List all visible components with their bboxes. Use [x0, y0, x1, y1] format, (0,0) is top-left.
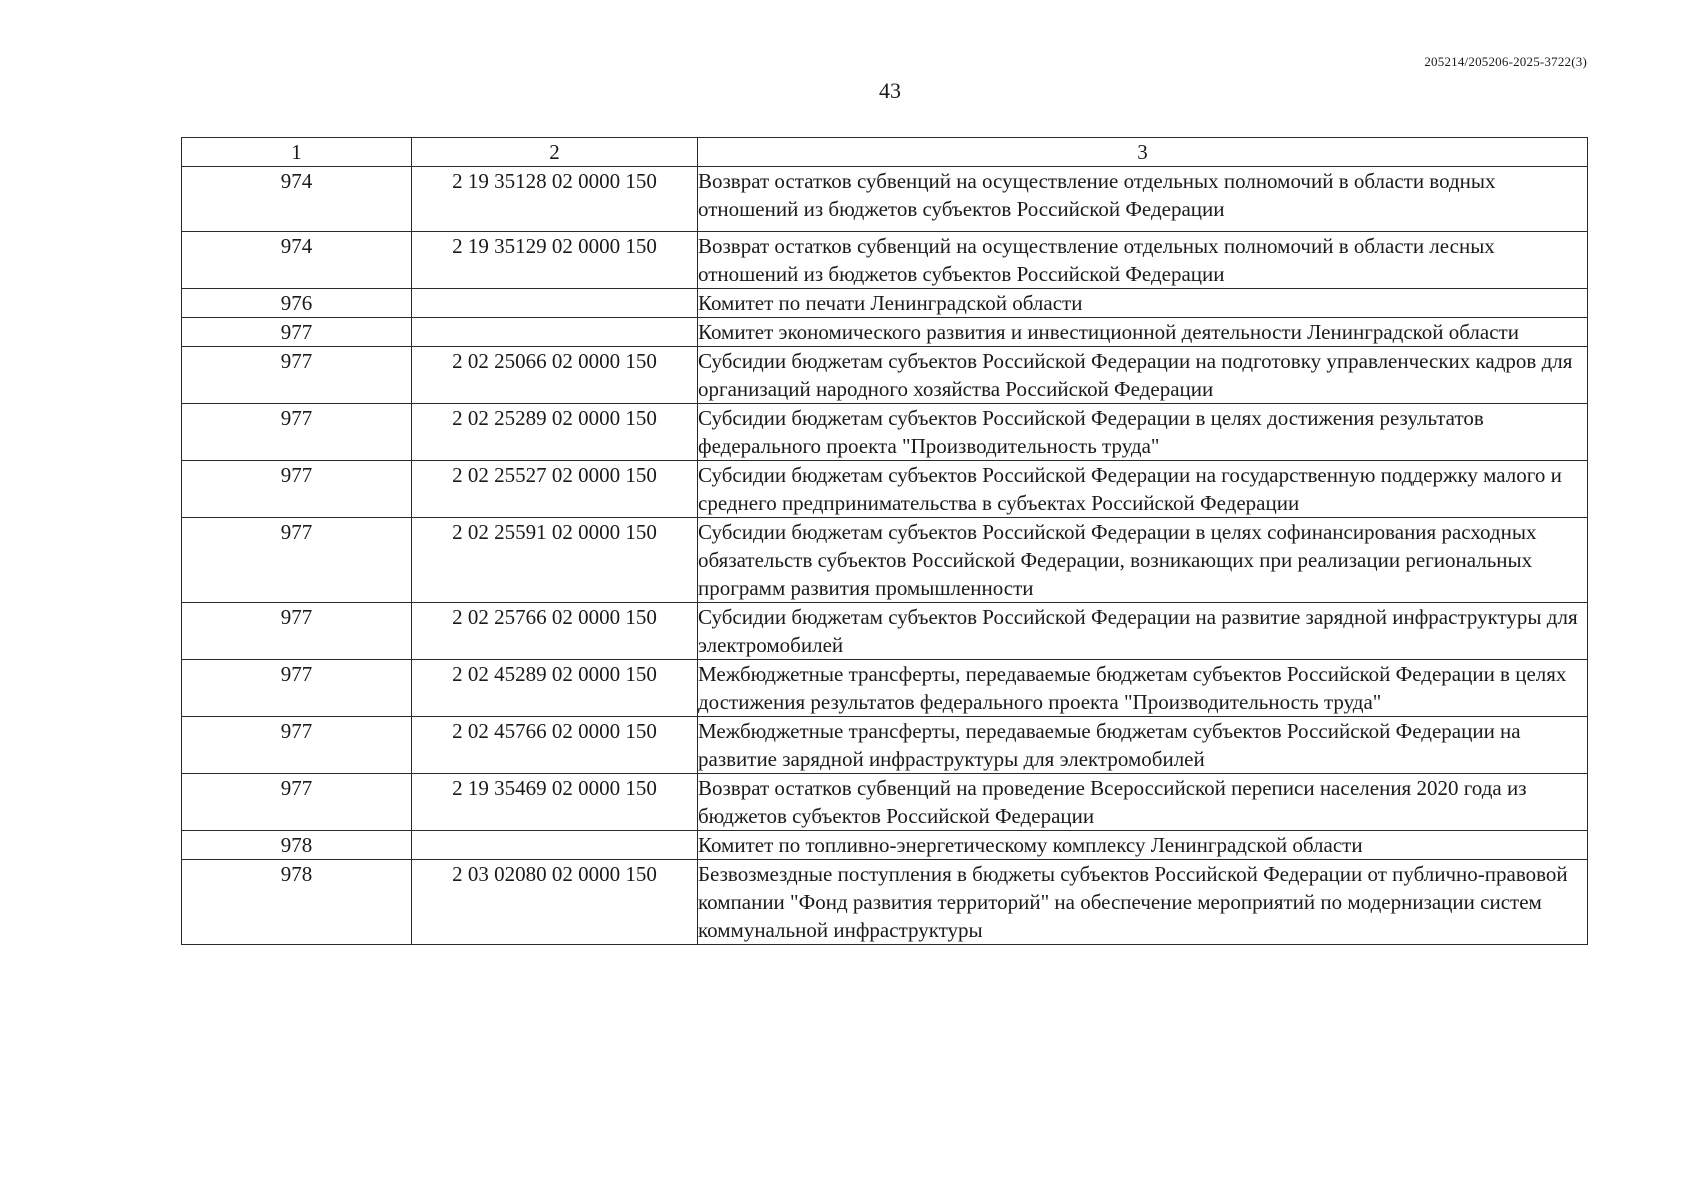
page-number: 43: [879, 78, 901, 103]
admin-code-cell: 977: [182, 318, 412, 347]
table-row: [182, 603, 1588, 660]
table-row: [182, 518, 1588, 603]
income-name-cell: Субсидии бюджетам субъектов Российской Федерации в целях достижения результатов федерального проекта "Производительность труда": [698, 404, 1588, 461]
table-body: [182, 167, 1588, 945]
income-name-cell: Возврат остатков субвенций на осуществление отдельных полномочий в области лесных отношений из бюджетов субъектов Российской Федерации: [698, 232, 1588, 289]
income-name-cell: Комитет по топливно-энергетическому комплексу Ленинградской области: [698, 831, 1588, 860]
income-name-cell: Возврат остатков субвенций на осуществление отдельных полномочий в области водных отношений из бюджетов субъектов Российской Федерации: [698, 167, 1588, 232]
table-row: [182, 461, 1588, 518]
income-code-cell: [412, 289, 698, 318]
table-row: [182, 860, 1588, 945]
income-name-cell: Межбюджетные трансферты, передаваемые бюджетам субъектов Российской Федерации в целях достижения результатов федерального проекта "Производительность труда": [698, 660, 1588, 717]
admin-code-cell: 974: [182, 167, 412, 232]
table-row: [182, 404, 1588, 461]
table-row: [182, 318, 1588, 347]
income-code-cell: 2 02 25591 02 0000 150: [412, 518, 698, 603]
income-code-cell: 2 02 25289 02 0000 150: [412, 404, 698, 461]
income-name-cell: Комитет по печати Ленинградской области: [698, 289, 1588, 318]
table-row: [182, 289, 1588, 318]
admin-code-cell: 977: [182, 347, 412, 404]
income-code-cell: 2 02 45289 02 0000 150: [412, 660, 698, 717]
admin-code-cell: 977: [182, 404, 412, 461]
income-name-cell: Безвозмездные поступления в бюджеты субъектов Российской Федерации от публично-правовой компании "Фонд развития территорий" на обеспечение мероприятий по модернизации систем коммунальной инфраструктуры: [698, 860, 1588, 945]
admin-code-cell: 977: [182, 774, 412, 831]
admin-code-cell: 977: [182, 603, 412, 660]
table-row: [182, 774, 1588, 831]
income-code-cell: 2 02 25766 02 0000 150: [412, 603, 698, 660]
column-header-2: 2: [412, 138, 698, 167]
admin-code-cell: 978: [182, 831, 412, 860]
income-name-cell: Межбюджетные трансферты, передаваемые бюджетам субъектов Российской Федерации на развитие зарядной инфраструктуры для электромобилей: [698, 717, 1588, 774]
income-code-cell: 2 02 25066 02 0000 150: [412, 347, 698, 404]
income-name-cell: Субсидии бюджетам субъектов Российской Федерации на развитие зарядной инфраструктуры для электромобилей: [698, 603, 1588, 660]
admin-code-cell: 977: [182, 717, 412, 774]
admin-code-cell: 974: [182, 232, 412, 289]
admin-code-cell: 977: [182, 461, 412, 518]
admin-code-cell: 978: [182, 860, 412, 945]
income-name-cell: Комитет экономического развития и инвестиционной деятельности Ленинградской области: [698, 318, 1588, 347]
table-header-row: [182, 138, 1588, 167]
income-name-cell: Возврат остатков субвенций на проведение Всероссийской переписи населения 2020 года из бюджетов субъектов Российской Федерации: [698, 774, 1588, 831]
table-row: [182, 660, 1588, 717]
income-code-cell: 2 02 25527 02 0000 150: [412, 461, 698, 518]
budget-codes-table: [181, 137, 1588, 945]
admin-code-cell: 976: [182, 289, 412, 318]
column-header-3: 3: [698, 138, 1588, 167]
income-code-cell: 2 19 35128 02 0000 150: [412, 167, 698, 232]
income-code-cell: 2 02 45766 02 0000 150: [412, 717, 698, 774]
income-code-cell: 2 19 35469 02 0000 150: [412, 774, 698, 831]
table-row: [182, 167, 1588, 232]
income-name-cell: Субсидии бюджетам субъектов Российской Федерации на подготовку управленческих кадров для организаций народного хозяйства Российской Федерации: [698, 347, 1588, 404]
income-code-cell: 2 03 02080 02 0000 150: [412, 860, 698, 945]
income-name-cell: Субсидии бюджетам субъектов Российской Федерации в целях софинансирования расходных обязательств субъектов Российской Федерации, возникающих при реализации региональных программ развития промышленности: [698, 518, 1588, 603]
income-name-cell: Субсидии бюджетам субъектов Российской Федерации на государственную поддержку малого и среднего предпринимательства в субъектах Российской Федерации: [698, 461, 1588, 518]
admin-code-cell: 977: [182, 660, 412, 717]
income-code-cell: [412, 831, 698, 860]
income-code-cell: [412, 318, 698, 347]
income-code-cell: 2 19 35129 02 0000 150: [412, 232, 698, 289]
table-row: [182, 232, 1588, 289]
document-id: 205214/205206-2025-3722(3): [1424, 54, 1587, 69]
column-header-1: 1: [182, 138, 412, 167]
table-row: [182, 717, 1588, 774]
table-row: [182, 831, 1588, 860]
table-row: [182, 347, 1588, 404]
admin-code-cell: 977: [182, 518, 412, 603]
